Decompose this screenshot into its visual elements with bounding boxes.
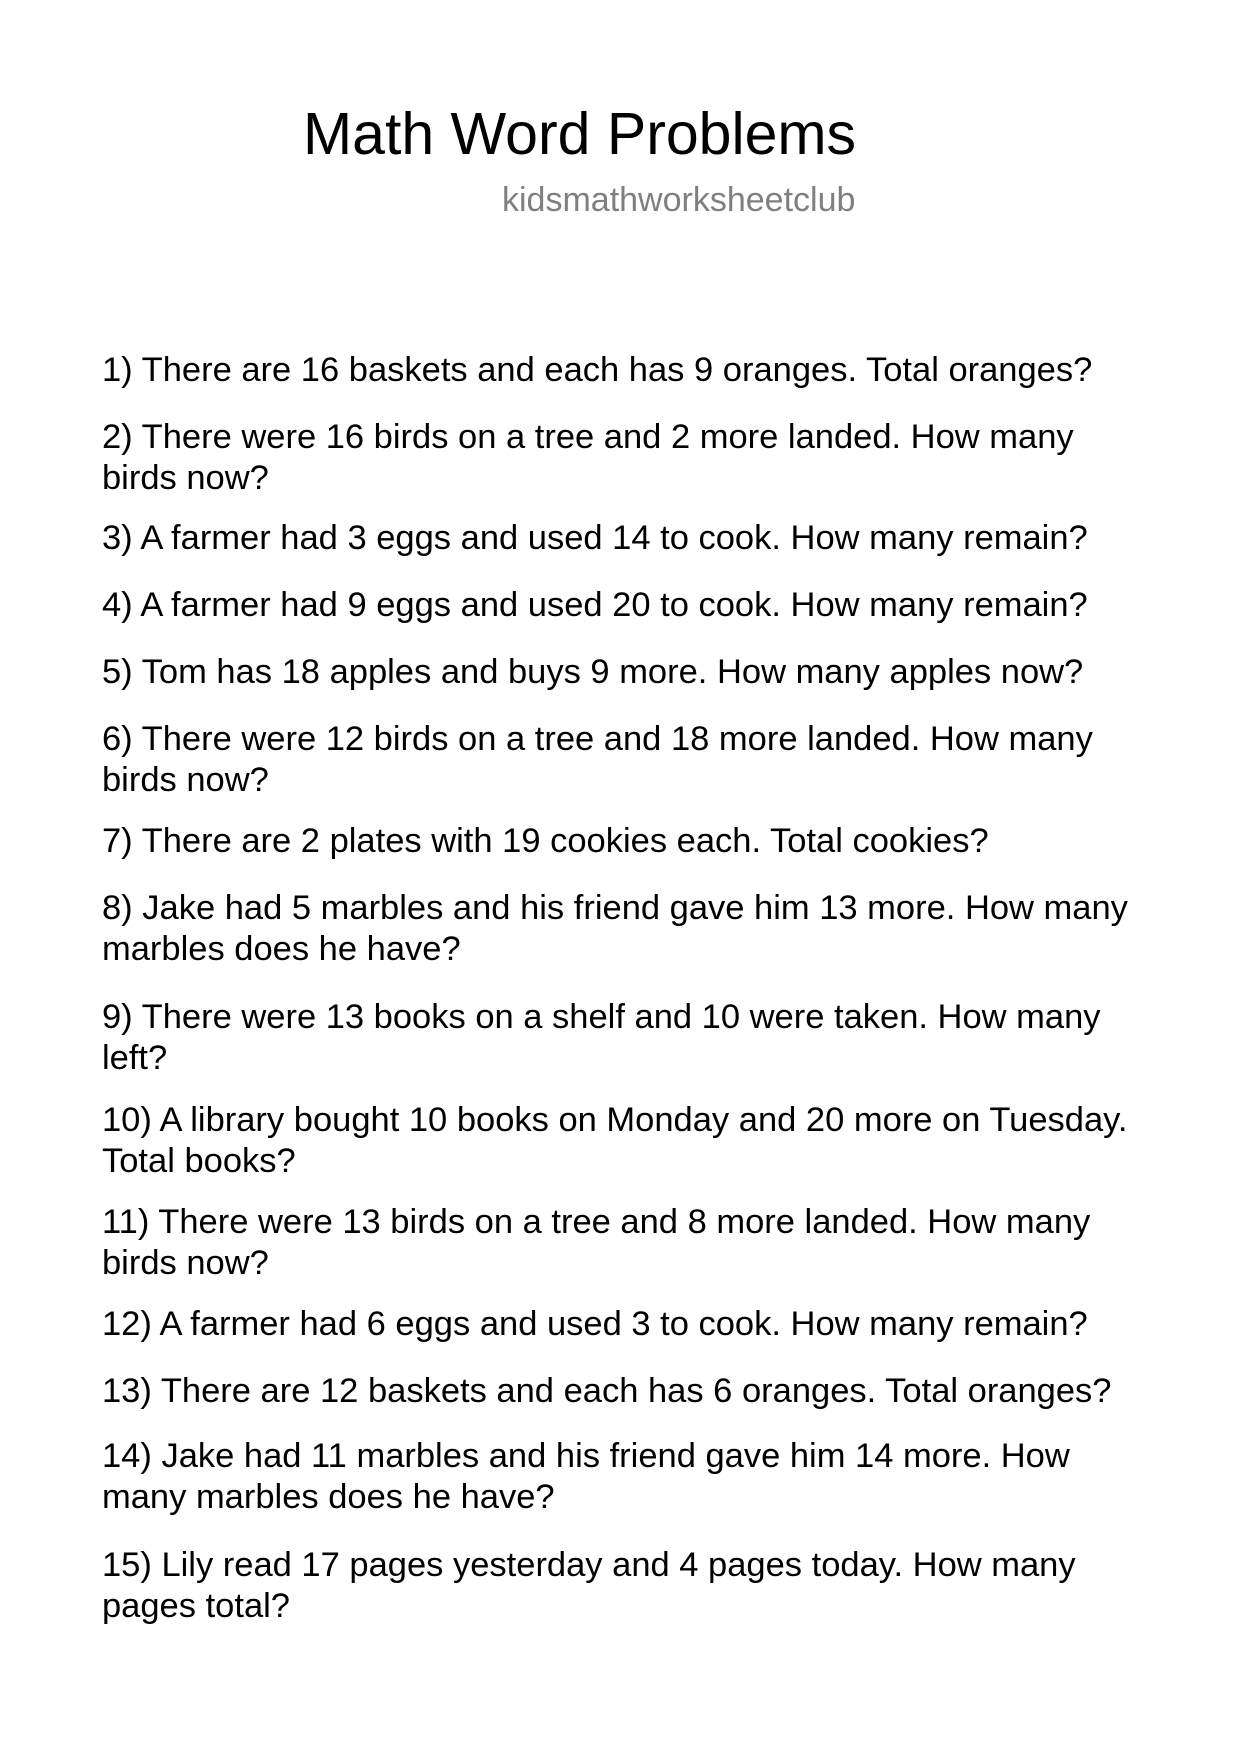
problem-item: 11) There were 13 birds on a tree and 8 more landed. How many birds now? [102,1202,1091,1282]
problem-item: 12) A farmer had 6 eggs and used 3 to cook. How many remain? [102,1304,1088,1343]
problem-item: 13) There are 12 baskets and each has 6 oranges. Total oranges? [102,1371,1112,1410]
problem-item: 14) Jake had 11 marbles and his friend gave him 14 more. How many marbles does he have? [102,1436,1070,1516]
problem-item: 1) There are 16 baskets and each has 9 oranges. Total oranges? [102,350,1093,389]
problem-item: 4) A farmer had 9 eggs and used 20 to cook. How many remain? [102,585,1088,624]
problem-item: 15) Lily read 17 pages yesterday and 4 pages today. How many pages total? [102,1545,1076,1625]
problem-item: 10) A library bought 10 books on Monday and 20 more on Tuesday. Total books? [102,1100,1128,1180]
problem-item: 8) Jake had 5 marbles and his friend gave him 13 more. How many marbles does he have? [102,888,1128,968]
problem-item: 7) There are 2 plates with 19 cookies each. Total cookies? [102,821,989,860]
page-title: Math Word Problems [303,101,857,167]
problem-item: 3) A farmer had 3 eggs and used 14 to cook. How many remain? [102,518,1088,557]
problem-item: 5) Tom has 18 apples and buys 9 more. How many apples now? [102,652,1084,691]
problem-item: 2) There were 16 birds on a tree and 2 more landed. How many birds now? [102,417,1074,497]
problem-item: 9) There were 13 books on a shelf and 10 were taken. How many left? [102,997,1101,1077]
problem-item: 6) There were 12 birds on a tree and 18 more landed. How many birds now? [102,719,1093,799]
site-credit: kidsmathworksheetclub [502,181,856,219]
